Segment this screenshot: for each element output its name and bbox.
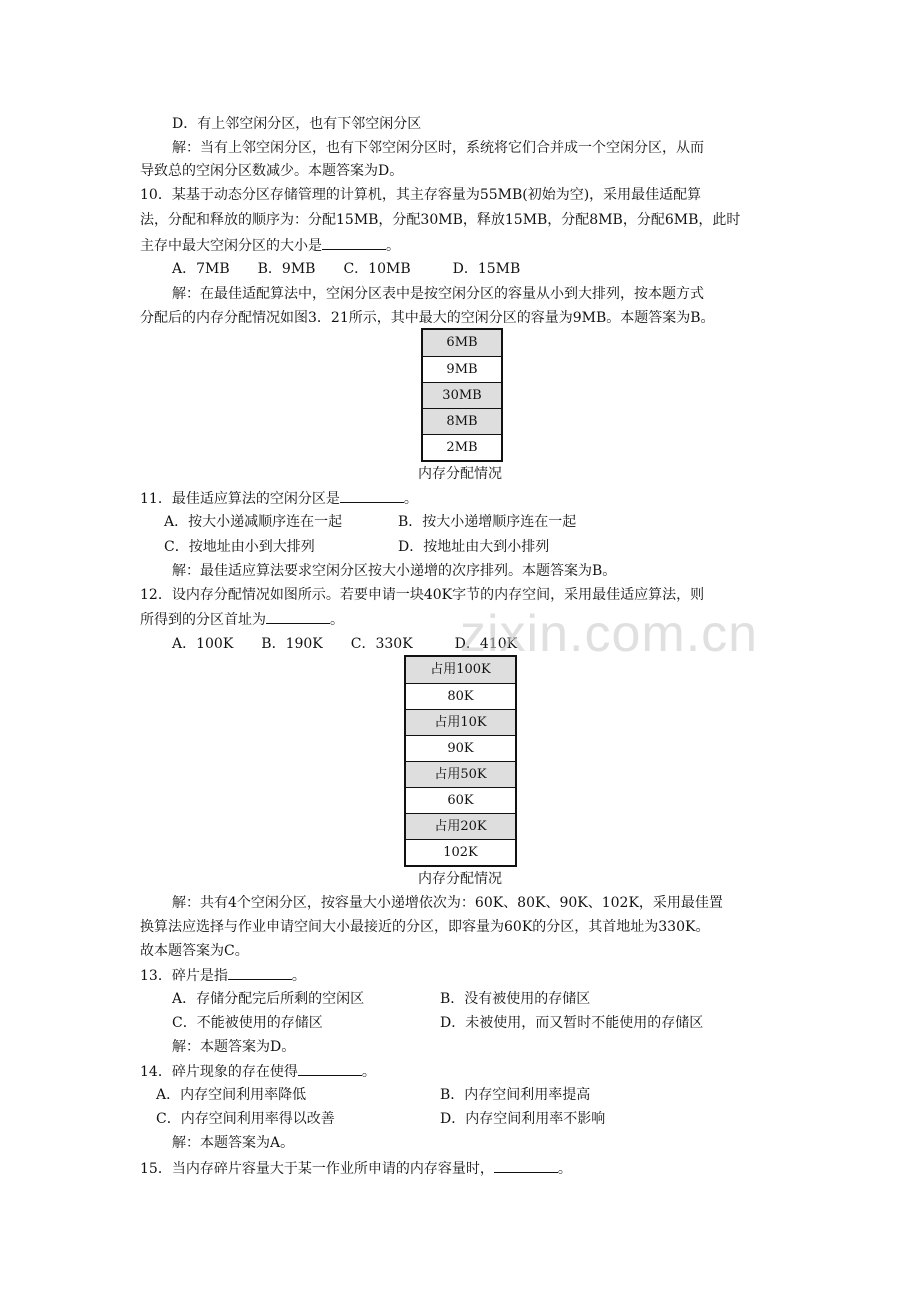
q11-stem: 11．最佳适应算法的空闲分区是 。 <box>140 488 418 509</box>
q14-solution: 解：本题答案为A。 <box>172 1135 295 1151</box>
q13-option-d: D．未被使用，而又暂时不能使用的存储区 <box>440 1015 704 1031</box>
q9-solution-cont: 导致总的空闲分区数减少。本题答案为D。 <box>140 163 404 179</box>
q12-solution-cont2: 故本题答案为C。 <box>140 943 249 959</box>
q10-stem-cont: 法，分配和释放的顺序为：分配15MB，分配30MB，释放15MB，分配8MB，分配6MB，此时 <box>140 212 741 228</box>
answer-blank <box>228 965 292 980</box>
partition-cell: 占用50K <box>406 761 515 787</box>
q13-option-b: B．没有被使用的存储区 <box>440 991 591 1007</box>
partition-cell: 80K <box>406 683 515 709</box>
partition-cell: 6MB <box>423 330 501 356</box>
q14-option-c: C．内存空间利用率得以改善 <box>156 1111 335 1127</box>
partition-cell: 102K <box>406 839 515 865</box>
q13-option-a: A．存储分配完后所剩的空闲区 <box>172 991 365 1007</box>
q11-option-b: B．按大小递增顺序连在一起 <box>398 514 577 530</box>
q14-stem: 14．碎片现象的存在使得 。 <box>140 1061 376 1082</box>
partition-cell: 占用20K <box>406 813 515 839</box>
memory-diagram-1 <box>421 328 503 462</box>
q14-option-d: D．内存空间利用率不影响 <box>440 1111 606 1127</box>
memory-diagram-2 <box>404 655 517 867</box>
q11-option-a: A．按大小递减顺序连在一起 <box>164 514 343 530</box>
answer-blank <box>494 1158 558 1173</box>
partition-cell: 60K <box>406 787 515 813</box>
q11-solution: 解：最佳适应算法要求空闲分区按大小递增的次序排列。本题答案为B。 <box>172 563 617 579</box>
answer-blank <box>266 609 330 624</box>
q12-solution: 解：共有4个空闲分区，按容量大小递增依次为：60K、80K、90K、102K，采用最佳置 <box>172 895 723 911</box>
answer-blank <box>322 235 386 250</box>
q14-option-b: B．内存空间利用率提高 <box>440 1087 591 1103</box>
q10-solution: 解：在最佳适配算法中，空闲分区表中是按空闲分区的容量从小到大排列，按本题方式 <box>172 286 704 302</box>
partition-cell: 占用10K <box>406 709 515 735</box>
q12-stem: 12．设内存分配情况如图所示。若要申请一块40K字节的内存空间，采用最佳适应算法，则 <box>140 587 705 603</box>
q12-options: A．100K B．190K C．330K D．410K <box>172 636 518 652</box>
q10-stem-cont2: 主存中最大空闲分区的大小是 。 <box>140 235 400 256</box>
q10-stem: 10．某基于动态分区存储管理的计算机，其主存容量为55MB(初始为空)，采用最佳适配算 <box>140 187 702 203</box>
q13-stem: 13．碎片是指 。 <box>140 965 306 986</box>
q11-option-d: D．按地址由大到小排列 <box>398 539 550 555</box>
partition-cell: 8MB <box>423 408 501 434</box>
figure-2-caption: 内存分配情况 <box>418 871 502 887</box>
q11-option-c: C．按地址由小到大排列 <box>164 539 315 555</box>
q13-solution: 解：本题答案为D。 <box>172 1039 296 1055</box>
partition-cell: 90K <box>406 735 515 761</box>
q15-stem: 15．当内存碎片容量大于某一作业所申请的内存容量时， 。 <box>140 1158 572 1179</box>
answer-blank <box>340 488 404 503</box>
partition-cell: 占用100K <box>406 657 515 683</box>
q10-solution-cont: 分配后的内存分配情况如图3．21所示，其中最大的空闲分区的容量为9MB。本题答案为B。 <box>140 310 715 326</box>
q12-solution-cont: 换算法应选择与作业申请空间大小最接近的分区，即容量为60K的分区，其首地址为330K。 <box>140 919 710 935</box>
partition-cell: 2MB <box>423 434 501 460</box>
figure-1-caption: 内存分配情况 <box>418 466 502 482</box>
q12-stem-cont: 所得到的分区首址为 。 <box>140 609 344 630</box>
q9-option-d: D．有上邻空闲分区，也有下邻空闲分区 <box>172 116 422 132</box>
partition-cell: 30MB <box>423 382 501 408</box>
q14-option-a: A．内存空间利用率降低 <box>156 1087 307 1103</box>
answer-blank <box>298 1061 362 1076</box>
q9-solution: 解：当有上邻空闲分区，也有下邻空闲分区时，系统将它们合并成一个空闲分区，从而 <box>172 140 704 156</box>
q10-options: A．7MB B．9MB C．10MB D．15MB <box>172 261 521 277</box>
partition-cell: 9MB <box>423 356 501 382</box>
watermark: zixin.com.cn <box>460 605 759 663</box>
q13-option-c: C．不能被使用的存储区 <box>172 1015 323 1031</box>
